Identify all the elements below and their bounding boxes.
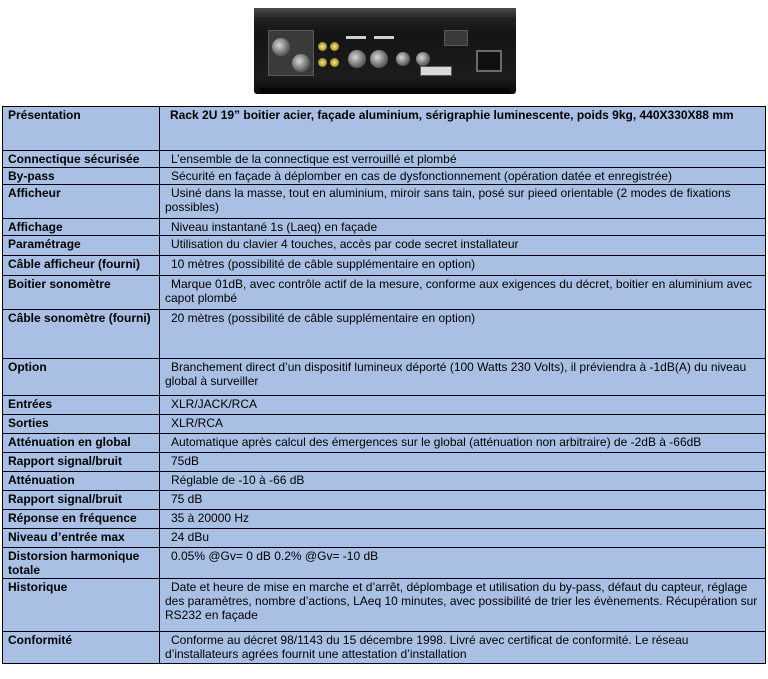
spec-label: Câble sonomètre (fourni) [3, 310, 160, 359]
spec-value: 75dB [160, 453, 766, 472]
spec-label: Rapport signal/bruit [3, 491, 160, 510]
spec-value: Utilisation du clavier 4 touches, accès par code secret installateur [160, 236, 766, 256]
spec-label: Paramétrage [3, 236, 160, 256]
spec-row [3, 415, 766, 434]
spec-value: Conforme au décret 98/1143 du 15 décembre 1998. Livré avec certificat de conformité. Le réseau d’installateurs agrées fournit une attestation d’installation [160, 632, 766, 664]
spec-label: Afficheur [3, 185, 160, 219]
spec-row [3, 579, 766, 632]
spec-value: 35 à 20000 Hz [160, 510, 766, 529]
spec-row [3, 396, 766, 415]
spec-label: Boitier sonomètre [3, 276, 160, 310]
spec-label: Réponse en fréquence [3, 510, 160, 529]
spec-row [3, 434, 766, 453]
spec-value: XLR/RCA [160, 415, 766, 434]
spec-label: Conformité [3, 632, 160, 664]
spec-label: Atténuation en global [3, 434, 160, 453]
spec-value: XLR/JACK/RCA [160, 396, 766, 415]
spec-row [3, 472, 766, 491]
spec-value: Automatique après calcul des émergences sur le global (atténuation non arbitraire) de -2dB à -66dB [160, 434, 766, 453]
spec-value: L’ensemble de la connectique est verrouillé et plombé [160, 151, 766, 168]
spec-value: 24 dBu [160, 529, 766, 548]
spec-label: Présentation [3, 107, 160, 151]
spec-value: 20 mètres (possibilité de câble supplémentaire en option) [160, 310, 766, 359]
spec-value: Niveau instantané 1s (Laeq) en façade [160, 219, 766, 236]
spec-label: Sorties [3, 415, 160, 434]
spec-value: Branchement direct d’un dispositif lumineux déporté (100 Watts 230 Volts), il préviendra à -1dB(A) du niveau global à surveiller [160, 359, 766, 396]
spec-value: Sécurité en façade à déplomber en cas de dysfonctionnement (opération datée et enregistrée) [160, 168, 766, 185]
spec-row [3, 276, 766, 310]
spec-row [3, 491, 766, 510]
rack-unit-back-panel [254, 8, 516, 94]
spec-value: 75 dB [160, 491, 766, 510]
spec-value: Réglable de -10 à -66 dB [160, 472, 766, 491]
spec-label: Distorsion harmonique totale [3, 548, 160, 579]
spec-value: Date et heure de mise en marche et d’arrêt, déplombage et utilisation du by-pass, défaut du capteur, réglage des paramètres, nombre d’actions, LAeq 10 minutes, avec possibilité de trier les évènements. Récupération sur RS232 en façade [160, 579, 766, 632]
spec-value: 10 mètres (possibilité de câble supplémentaire en option) [160, 256, 766, 276]
spec-row [3, 548, 766, 579]
spec-row [3, 256, 766, 276]
spec-value: Marque 01dB, avec contrôle actif de la mesure, conforme aux exigences du décret, boitier en aluminium avec capot plombé [160, 276, 766, 310]
spec-row [3, 219, 766, 236]
spec-value: Rack 2U 19” boitier acier, façade aluminium, sérigraphie luminescente, poids 9kg, 440X330X88 mm [160, 107, 766, 151]
spec-label: Atténuation [3, 472, 160, 491]
spec-row [3, 151, 766, 168]
specification-table [2, 106, 766, 664]
spec-label: Affichage [3, 219, 160, 236]
spec-row [3, 107, 766, 151]
spec-row [3, 359, 766, 396]
product-photo [254, 8, 516, 94]
spec-label: Niveau d’entrée max [3, 529, 160, 548]
spec-row [3, 632, 766, 664]
spec-row [3, 168, 766, 185]
spec-row [3, 185, 766, 219]
spec-row [3, 310, 766, 359]
spec-row [3, 236, 766, 256]
spec-value: Usiné dans la masse, tout en aluminium, miroir sans tain, posé sur pieed orientable (2 modes de fixations possibles) [160, 185, 766, 219]
spec-label: Historique [3, 579, 160, 632]
spec-row [3, 453, 766, 472]
spec-label: Rapport signal/bruit [3, 453, 160, 472]
spec-label: Câble afficheur (fourni) [3, 256, 160, 276]
spec-label: By-pass [3, 168, 160, 185]
spec-value: 0.05% @Gv= 0 dB 0.2% @Gv= -10 dB [160, 548, 766, 579]
spec-row [3, 529, 766, 548]
spec-row [3, 510, 766, 529]
spec-label: Option [3, 359, 160, 396]
spec-label: Connectique sécurisée [3, 151, 160, 168]
spec-label: Entrées [3, 396, 160, 415]
